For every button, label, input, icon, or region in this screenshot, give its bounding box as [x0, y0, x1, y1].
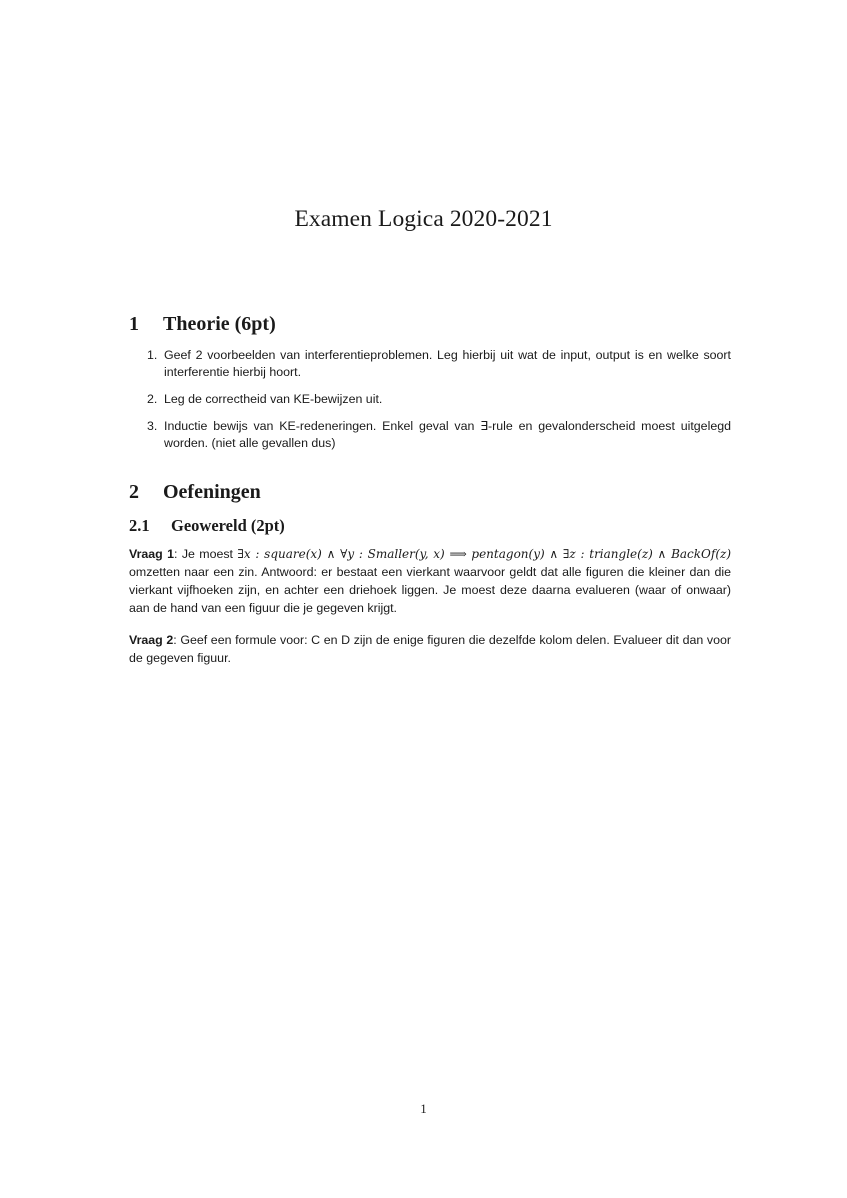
question-intro: : Je moest: [174, 547, 238, 561]
question-2-paragraph: [129, 631, 731, 667]
list-item: [147, 418, 731, 452]
question-text: : Geef een formule voor: C en D zijn de enige figuren die dezelfde kolom delen. Evalueer dit dan voor de gegeven figuur.: [129, 633, 731, 665]
list-marker: 2.: [147, 392, 158, 406]
section-title: Oefeningen: [163, 481, 261, 503]
section-number: 1: [129, 313, 139, 335]
question-text: omzetten naar een zin. Antwoord: er bestaat een vierkant waarvoor geldt dat alle figuren die kleiner dan die vierkant vijfhoeken zijn, en achter een driehoek liggen. Je moest deze daarna evalueren (waar of onwaar) aan de hand van een figuur die je gegeven krijgt.: [129, 565, 731, 615]
list-item-text: Geef 2 voorbeelden van interferentieproblemen. Leg hierbij uit wat de input, output is en welke soort interferentie hierbij hoort.: [164, 348, 731, 379]
list-item-text: Leg de correctheid van KE-bewijzen uit.: [164, 392, 383, 406]
page-number: 1: [420, 1101, 427, 1116]
list-marker: 3.: [147, 419, 158, 433]
section-title: Theorie (6pt): [163, 313, 276, 335]
section-heading-theorie: [129, 313, 276, 336]
question-label: Vraag 1: [129, 547, 175, 561]
section-heading-oefeningen: [129, 481, 261, 504]
subsection-number: 2.1: [129, 516, 150, 535]
section-number: 2: [129, 481, 139, 503]
list-item-text: Inductie bewijs van KE-redeneringen. Enkel geval van ∃-rule en gevalonderscheid moest uitgelegd worden. (niet alle gevallen dus): [164, 419, 731, 450]
list-item: [147, 391, 731, 408]
list-marker: 1.: [147, 348, 158, 362]
subsection-heading-geowereld: [129, 516, 285, 536]
question-label: Vraag 2: [129, 633, 174, 647]
list-item: [147, 347, 731, 381]
theory-question-list: [147, 347, 731, 462]
subsection-title: Geowereld (2pt): [171, 516, 285, 535]
formula: ∃x : square(x) ∧ ∀y : Smaller(y, x) ⟹ pentagon(y) ∧ ∃z : triangle(z) ∧ BackOf(z): [237, 547, 732, 561]
page-title: Examen Logica 2020-2021: [294, 206, 553, 232]
question-1-paragraph: [129, 545, 731, 617]
